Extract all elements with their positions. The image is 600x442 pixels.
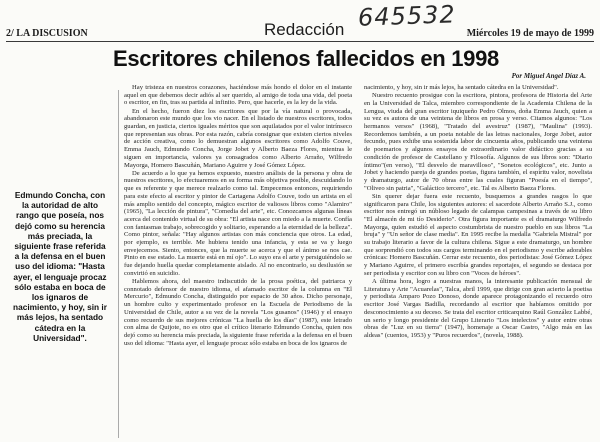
- article-headline: Escritores chilenos fallecidos en 1998: [112, 46, 499, 71]
- newspaper-masthead: [6, 20, 594, 42]
- section-title: Redacción: [264, 20, 345, 39]
- paragraph: En el hecho, fueron diez los escritores que por la vía natural o provocada, abandonaron este mundo que los vio nacer. En el listado de nuestros escritores, todos guardan, en justicia, ciertos iguales méritos que son aquilatados por el valor intrínseco que representan sus obras. Por esta razón, cabría consignar que existen ciertos niveles de acción creativa, como lo demuestran algunos escritores como Adolfo Couve, Emma Jauch, Edmundo Concha, Jorge Jobet y Alberto Baeza Flores, mientras le siguen en importancia, valores ya consagrados como Alberto Arraño, Wilfredo Mayorga, Homero Bascuñán, Mariano Aguirre y José Gómez López.: [124, 107, 352, 169]
- paragraph: Hablemos ahora, del maestro indiscutido de la prosa poética, del patriarca y connotado defensor de nuestro idioma, el afamado escritor de la columna en "El Mercurio", Edmundo Concha, distinguido por espacio de 30 años. Dicho personaje, un hombre culto y experimentado profesor en la Escuela de Periodismo de la Universidad de Chile, autor a su vez de la novela "Los gusanos" (1946) y el ensayo como recuerdo de sus mejores crónicas "La huella de los días" (1987), este letrado con alma de Quijote, no es otro que el crítico literario Edmundo Concha, quien nos dejó como su herencia más preciada, la siguiente frase referida a la defensa en el buen uso del idioma: "Hasta ayer, el lenguaje procaz sólo estaba en boca de los ignaros de: [124, 278, 352, 347]
- paragraph: nacimiento, y hoy, sin ir más lejos, ha sentado cátedra en la Universidad".: [364, 84, 559, 91]
- article-column-2: [364, 84, 592, 440]
- paragraph: De acuerdo a lo que ya hemos expuesto, nuestro análisis de la persona y obra de nuestros escritores, lo efectuaremos en su forma más objetiva posible, descuidando lo que es referente y que merece realzarlo como tal. Empecemos entonces, requiriendo para este efecto al escritor y pintor de Cartagena Adolfo Couve, todo un artista en el más amplio sentido del concepto, mágico escritor de valiosos libros como "Alamiro" (1965), "La lección de pintura", "Comedia del arte", etc. Conozcamos algunas líneas acerca del contenido virtual de su obra: "El artista nace con miedo a la muerte. Confía con fantasmas trabajo, sobrecogido y solitario, esperando a la eternidad de la belleza". Como pintor, señala: "Hay algunos artistas con más conciencia que otros. La edad, por ejemplo, es terrible. Me hubiera tenido una infancia, y esta se va y luego envejecemos. Siento, entonces, que la muerte se acerca y que el ánimo se nos cae. Pinto en ese estado. La muerte está en mí ojo". Lo suyo era el arte y persiguiéndolo se fue dejando huella quedar completamente aislado. Al no encontrarlo, su desilusión se convirtió en suicidio.: [124, 169, 352, 277]
- page-section-label: 2/ LA DISCUSION: [6, 28, 88, 39]
- issue-date: Miércoles 19 de mayo de 1999: [466, 28, 594, 39]
- paragraph: Hay tristeza en nuestros corazones, haciéndose más hondo el dolor en el instante aquel en que debemos decir adiós al ser querido, al amigo de toda una vida, del poeta o escritor, en fin, tras su partida al infinito. Pero, que hacerle, es la ley de la vida.: [124, 84, 352, 107]
- article-byline: Por Miguel Angel Díaz A.: [511, 72, 586, 80]
- article-column-1: [124, 84, 352, 440]
- paragraph: Nuestro recuento prosigue con la escritora, pintora, profesora de Historia del Arte en la Universidad de Talca, miembro correspondiente de la Academia Chilena de la Lengua, viuda del gran escritor iquiqueño Pedro Olmos, doña Emma Jauch, quien a su vez es autora de una veintena de libros en prosa y verso. Citamos algunos: "Los hermanos versos" (1968), "Tratado del avestruz" (1987), "Maulina" (1993). Recordemos también, a un poeta notable de las letras nacionales, Jorge Jobet, autor fecundo, pues exhibe una sostenida labor de cincuenta años, publicando una veintena de poemarios y algunos ensayos de extraordinario valor didáctico gracias a su condición de profesor de Castellano y Filosofía. Algunos de sus libros son: "Diario íntimo"(en verso), "El desvelo de maravilloso", "Sonetos ecológicos", etc. Junto a Jobet y haciendo pareja de grandes poetas, figura también, el espíritu valor, novelista y dramaturgo, autor de 70 obras entre las cuales figuran "Poesía en el tiempo", "Oliveo sin patria", "Galáctico tercero", etc. Tal es Alberto Baeza Flores.: [364, 92, 592, 192]
- paragraph: A última hora, logro a nuestras manos, la interesante publicación mensual de Literatura y Arte "Acuarelas", Talca, abril 1999, que dirige con gran acierto la poetisa y periodista Amparo Pozo Donoso, donde aparece protagonizando el recuerdo otro escritor José Vargas Badilla, recordando al escritor que habíamos omitido por desconocimiento a su deceso. Se trata del escritor criticarquino Raúl González Labbé, un serio y longo presidente del Grupo Literario "Los intelectos" y autor entre otras obras de "Luz en su tierra" (1947), homenaje a Oscar Castro, "Algo más en las aldeas" (cuentos, 1953) y "Puros recuerdos", (novela, 1988).: [364, 278, 592, 339]
- column-divider: [118, 90, 119, 438]
- pull-quote-sidebar: Edmundo Concha, con la autoridad de alto rango que poseía, nos dejó como su herencia más preciada, la siguiente frase referida a la defensa en el buen uso del idioma: "Hasta ayer, el lenguaje procaz sólo estaba en boca de los ignaros de nacimiento, y hoy, sin ir más lejos, ha sentado cátedra en la Universidad".: [13, 190, 107, 343]
- handwritten-archive-number: 645532: [357, 0, 457, 32]
- paragraph: Sin querer dejar fuera este recuento, busquemos a grandes rasgos lo que significaron para Chile, los siguientes autores: el sacerdote Alberto Arraño S.J., como escritor nos entregó un núbloso legado de calampas campesinas a través de su libro "El almacén de mi tío Desiderio". Otra figura importante es el dramaturgo Wilfredo Mayorga, quien estudió el aspecto costumbrista de nuestro pueblo en sus libros "La bruja" y "Un señor de clase media". En 1995 recibe la medalla "Gabriela Mistral" por su trabajo literario a favor de la cultura chilena. Sigue a este dramaturgo, un hombre que sorprendió con todos sus cargos terminando en el periodismo y escribe adorables crónicas: Homero Bascuñán. Cerrar este recuento, dos periodistas: José Gómez López y Mariano Aguirre, el primero escribía grandes reportajes, el segundo se destaca por ser periodista y escritor con su libro con "Voces de héroes".: [364, 192, 592, 277]
